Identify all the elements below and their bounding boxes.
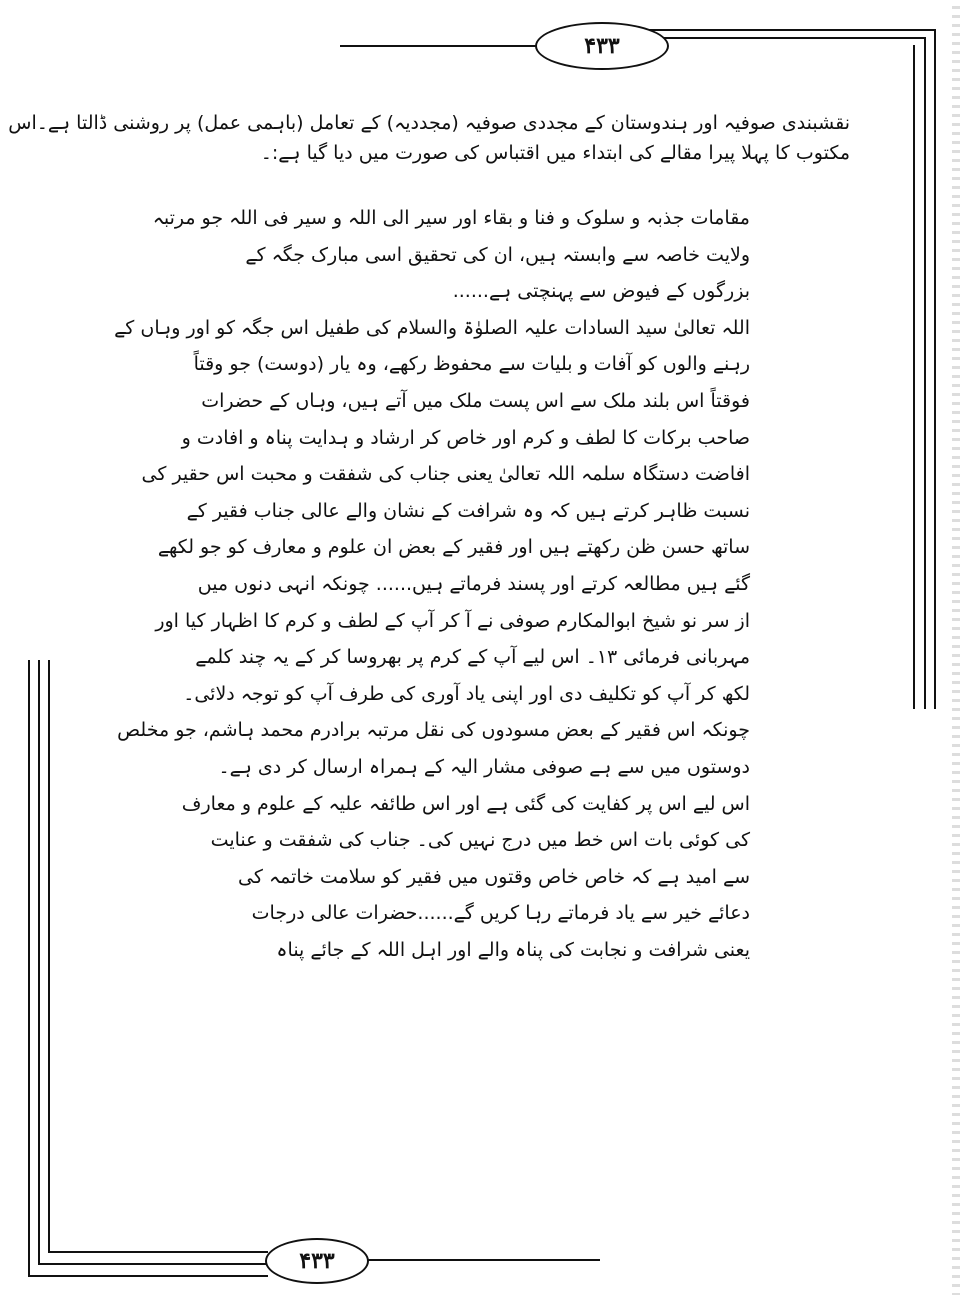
quote-line: از سر نو شیخ ابوالمکارم صوفی نے آ کر آپ کے لطف و کرم کا اظہار کیا اور bbox=[155, 609, 750, 632]
intro-line: نقشبندی صوفیہ اور ہندوستان کے مجددی صوفیہ (مجددیہ) کے تعامل (باہمی عمل) پر روشنی ڈالتا ہے۔اس bbox=[8, 112, 850, 134]
quote-line: لکھ کر آپ کو تکلیف دی اور اپنی یاد آوری کی طرف آپ کو توجہ دلائی۔ bbox=[183, 682, 750, 705]
quote-line: چونکہ اس فقیر کے بعض مسودوں کی نقل مرتبہ برادرم محمد ہاشم، جو مخلص bbox=[117, 719, 750, 742]
quote-line: مہربانی فرمائی ۱۳۔ اس لیے آپ کے کرم پر بھروسا کر کے یہ چند کلمے bbox=[195, 646, 750, 669]
quoted-letter bbox=[114, 200, 750, 968]
quote-line: دعائے خیر سے یاد فرماتے رہا کریں گے......حضرات عالی درجات bbox=[251, 902, 750, 925]
frame-bottom-line-1 bbox=[28, 1275, 268, 1277]
quote-line: فوقتاً اس بلند ملک سے اس پست ملک میں آتے ہیں، وہاں کے حضرات bbox=[201, 389, 750, 412]
bottom-page-number: ۴۳۳ bbox=[265, 1238, 369, 1284]
intro-line: مکتوب کا پہلا پیرا مقالے کی ابتداء میں اقتباس کی صورت میں دیا گیا ہے:۔ bbox=[260, 142, 850, 164]
quote-line: افاضت دستگاہ سلمہ اللہ تعالیٰ یعنی جناب کی شفقت و محبت اس حقیر کی bbox=[141, 463, 750, 486]
quote-line: اللہ تعالیٰ سید السادات علیہ الصلوٰۃ والسلام کی طفیل اس جگہ کو اور وہاں کے bbox=[114, 316, 750, 339]
frame-right-line-2 bbox=[924, 37, 926, 709]
quote-line: رہنے والوں کو آفات و بلیات سے محفوظ رکھے، وہ یار (دوست) جو وقتاً bbox=[193, 353, 750, 376]
quote-line: گئے ہیں مطالعہ کرتے اور پسند فرماتے ہیں...... چونکہ انہی دنوں میں bbox=[197, 572, 750, 595]
quote-line: سے امید ہے کہ خاص خاص وقتوں میں فقیر کو سلامت خاتمہ کی bbox=[238, 865, 750, 888]
quote-line: ساتھ حسن ظن رکھتے ہیں اور فقیر کے بعض ان علوم و معارف کو جو لکھے bbox=[157, 536, 750, 559]
frame-bottom-line-4 bbox=[360, 1259, 600, 1261]
quote-line: اس لیے اس پر کفایت کی گئی ہے اور اس طائفہ علیہ کے علوم و معارف bbox=[181, 792, 750, 815]
frame-left-line-1 bbox=[28, 660, 30, 1275]
frame-right-line-1 bbox=[934, 29, 936, 709]
frame-left-line-3 bbox=[48, 660, 50, 1251]
quote-line: یعنی شرافت و نجابت کی پناہ والے اور اہل اللہ کے جائے پناہ bbox=[276, 938, 750, 961]
quote-line: بزرگوں کے فیوض سے پہنچتی ہے...... bbox=[452, 280, 750, 303]
frame-bottom-line-3 bbox=[48, 1251, 268, 1253]
quote-line: کی کوئی بات اس خط میں درج نہیں کی۔ جناب کی شفقت و عنایت bbox=[210, 829, 750, 852]
scan-edge-artifact bbox=[952, 0, 960, 1295]
quote-line: مقامات جذبہ و سلوک و فنا و بقاء اور سیر الی اللہ و سیر فی اللہ جو مرتبہ bbox=[152, 207, 750, 229]
quote-line: ولایت خاصہ سے وابستہ ہیں، ان کی تحقیق اسی مبارک جگہ کے bbox=[245, 243, 750, 266]
frame-right-line-3 bbox=[913, 45, 915, 709]
quote-line: صاحب برکات کا لطف و کرم اور خاص کر ارشاد و ہدایت پناہ و افادت و bbox=[181, 426, 750, 449]
intro-paragraph bbox=[8, 108, 850, 168]
frame-bottom-line-2 bbox=[38, 1263, 268, 1265]
quote-line: نسبت ظاہر کرتے ہیں کہ وہ شرافت کے نشان والے عالی جناب فقیر کے bbox=[186, 499, 750, 522]
top-page-number: ۴۳۳ bbox=[535, 22, 669, 70]
quote-line: دوستوں میں سے ہے صوفی مشار الیہ کے ہمراہ ارسال کر دی ہے۔ bbox=[218, 755, 750, 778]
frame-left-line-2 bbox=[38, 660, 40, 1263]
